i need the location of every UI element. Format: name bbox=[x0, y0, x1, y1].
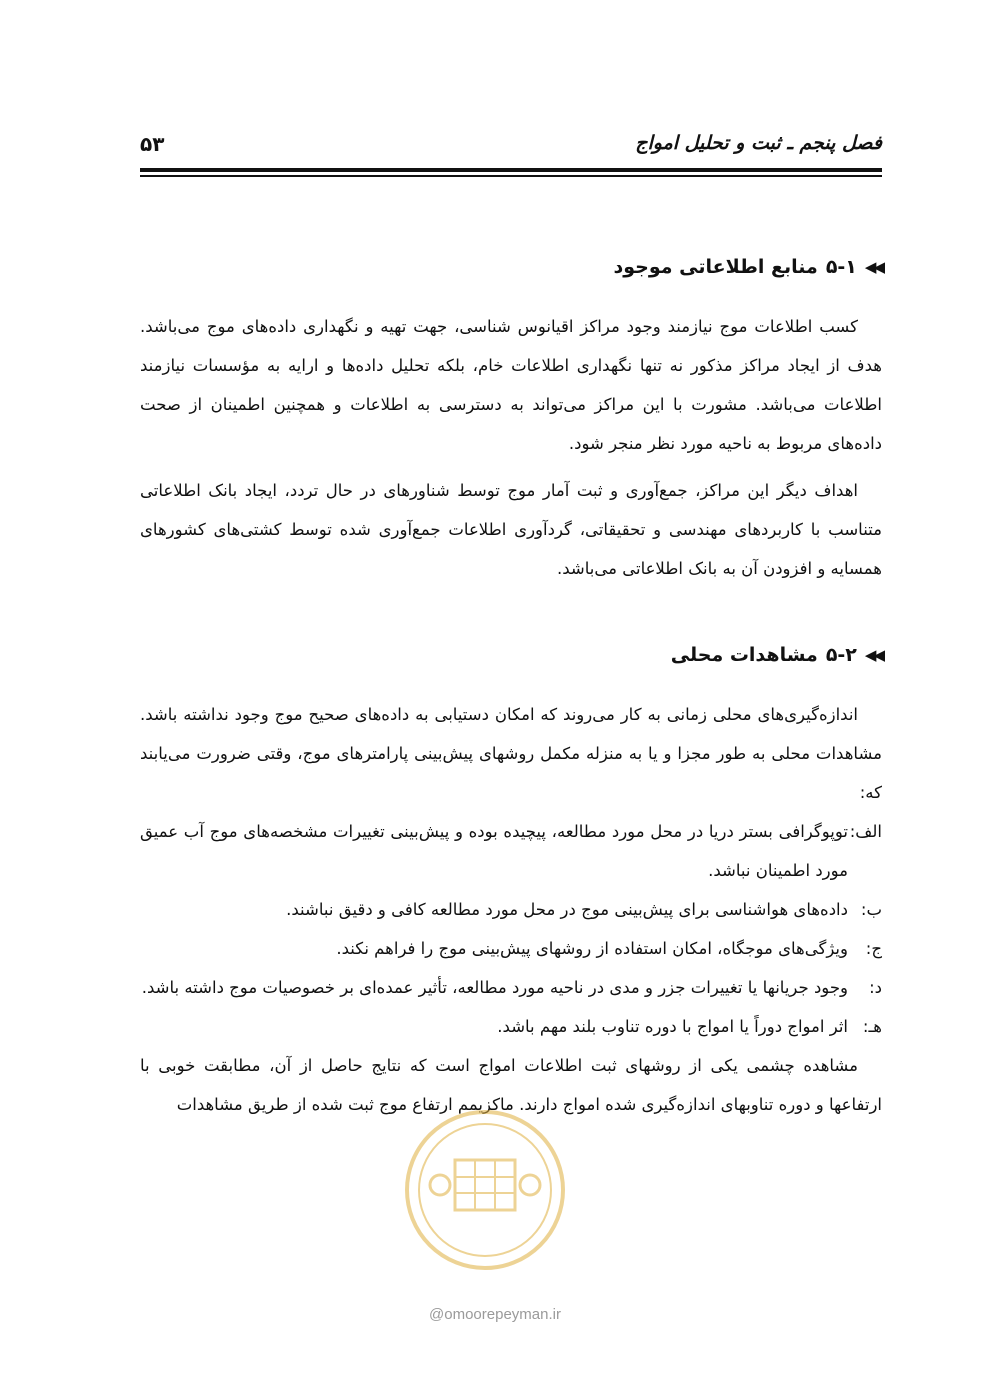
list-item-text: توپوگرافی بستر دریا در محل مورد مطالعه، پیچیده بوده و پیش‌بینی تغییرات مشخصه‌های موج آب عمیق مورد اطمینان نباشد. bbox=[140, 822, 848, 880]
paragraph: کسب اطلاعات موج نیازمند وجود مراکز اقیانوس شناسی، جهت تهیه و نگهداری داده‌های موج می‌باشد. هدف از ایجاد مراکز مذکور نه تنها نگهداری اطلاعات خام، بلکه تحلیل داده‌ها و ارایه به مؤسسات نیازمند اطلاعات می‌باشد. مشورت با این مراکز می‌تواند به دسترسی به اطلاعات و همچنین اطمینان از صحت داده‌های مربوط به ناحیه مورد نظر منجر شود. bbox=[140, 317, 882, 453]
paragraph: مشاهده چشمی یکی از روشهای ثبت اطلاعات امواج است که نتایج حاصل از آن، مطابقت خوبی با ارتفاعها و دوره تناوبهای اندازه‌گیری شده امواج دارند. ماکزیمم ارتفاع موج ثبت شده از طریق مشاهدات bbox=[140, 1056, 882, 1114]
list-marker: د: bbox=[869, 978, 882, 997]
list-marker: الف: bbox=[849, 822, 882, 841]
list-item-text: ویژگی‌های موجگاه، امکان استفاده از روشهای پیش‌بینی موج را فراهم نکند. bbox=[336, 939, 848, 958]
header-rule-thick bbox=[140, 168, 882, 172]
paragraph: اهداف دیگر این مراکز، جمع‌آوری و ثبت آمار موج توسط شناورهای در حال تردد، ایجاد بانک اطلاعاتی متناسب با کاربردهای مهندسی و تحقیقاتی، گردآوری اطلاعات جمع‌آوری شده توسط کشتی‌های کشورهای همسایه و افزودن آن به بانک اطلاعاتی می‌باشد. bbox=[140, 481, 882, 578]
header-rule-thin bbox=[140, 175, 882, 177]
double-arrow-icon: ◀◀ bbox=[864, 646, 882, 664]
list-item-text: وجود جریانها یا تغییرات جزر و مدی در ناحیه مورد مطالعه، تأثیر عمده‌ای بر خصوصیات موج داشته باشد. bbox=[141, 978, 848, 997]
conditions-list bbox=[140, 812, 882, 1046]
list-marker: ج: bbox=[865, 939, 882, 958]
list-item bbox=[140, 968, 882, 1007]
list-item bbox=[140, 929, 882, 968]
watermark-logo-icon bbox=[385, 1105, 585, 1285]
section-title: مشاهدات محلی bbox=[670, 644, 818, 666]
page-number: ۵۳ bbox=[140, 132, 165, 156]
list-marker: ب: bbox=[860, 900, 882, 919]
list-item bbox=[140, 890, 882, 929]
section-heading-1 bbox=[140, 248, 882, 287]
section-number: ۵-۱ bbox=[825, 256, 857, 278]
list-marker: هـ: bbox=[862, 1017, 882, 1036]
page-content bbox=[140, 238, 882, 1132]
watermark-text: @omoorepeyman.ir bbox=[429, 1306, 561, 1323]
section-heading-2 bbox=[140, 636, 882, 675]
list-item bbox=[140, 812, 882, 890]
list-item-text: اثر امواج دوراً یا امواج با دوره تناوب بلند مهم باشد. bbox=[497, 1017, 848, 1036]
list-item bbox=[140, 1007, 882, 1046]
chapter-title: فصل پنجم ـ ثبت و تحلیل امواج bbox=[635, 132, 882, 154]
section-number: ۵-۲ bbox=[825, 644, 857, 666]
list-item-text: داده‌های هواشناسی برای پیش‌بینی موج در محل مورد مطالعه کافی و دقیق نباشند. bbox=[286, 900, 848, 919]
page-header bbox=[140, 128, 882, 164]
section-title: منابع اطلاعاتی موجود bbox=[613, 256, 818, 278]
paragraph: اندازه‌گیری‌های محلی زمانی به کار می‌روند که امکان دستیابی به داده‌های صحیح موج وجود نداشته باشد. مشاهدات محلی به طور مجزا و یا به منزله مکمل روشهای پیش‌بینی پارامترهای موج، وقتی ضرورت می‌یابند که: bbox=[140, 705, 882, 802]
double-arrow-icon: ◀◀ bbox=[864, 258, 882, 276]
